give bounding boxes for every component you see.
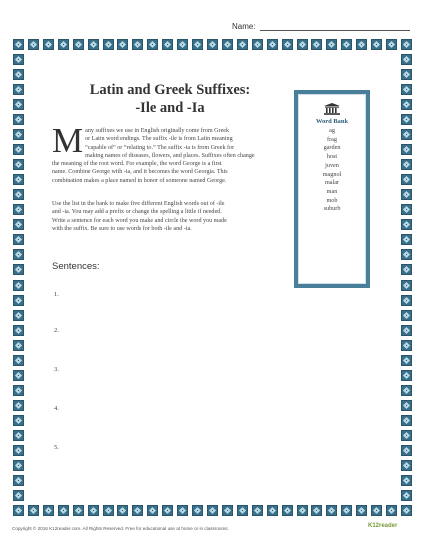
border-tile (192, 39, 203, 50)
border-tile (401, 264, 412, 275)
border-tile (401, 84, 412, 95)
border-tile (13, 189, 24, 200)
copyright-footer: Copyright © 2016 K12reader.com. All Rights Reserved. Free for educational use at home or in classrooms. (12, 526, 229, 531)
intro-line: any suffixes we use in English originally come from Greek (85, 128, 230, 134)
intro-line: name. Combine George with -ia, and it becomes the word Georgia. This (52, 169, 228, 176)
border-tile (13, 475, 24, 486)
border-tile (401, 475, 412, 486)
border-tile (311, 505, 322, 516)
name-label: Name: (232, 22, 256, 31)
border-tile (401, 310, 412, 321)
border-tile (282, 505, 293, 516)
border-tile (13, 99, 24, 110)
sentences-heading: Sentences: (52, 261, 100, 272)
intro-paragraph (52, 121, 290, 185)
intro-line: “capable of” or “relating to.” The suffix -ia is from Greek for (85, 144, 235, 151)
sentence-number: 5. (54, 444, 59, 451)
border-tile (13, 460, 24, 471)
intro-line: making names of diseases, flowers, and places. Suffixes often change (85, 152, 255, 159)
border-tile (103, 39, 114, 50)
title-line-2: -Ile and -Ia (135, 100, 205, 116)
border-tile (13, 385, 24, 396)
word-bank-word: suburb (323, 205, 341, 213)
sentence-number: 2. (54, 327, 59, 334)
border-tile (43, 505, 54, 516)
word-bank-word: malar (324, 179, 340, 187)
sentence-number: 1. (54, 291, 59, 298)
k12reader-logo: K12reader (368, 523, 398, 529)
word-bank-panel (298, 94, 366, 284)
border-tile (401, 144, 412, 155)
border-tile (401, 445, 412, 456)
border-tile (13, 355, 24, 366)
instructions-paragraph (52, 200, 290, 233)
border-tile (103, 505, 114, 516)
border-tile (13, 204, 24, 215)
border-tile (401, 159, 412, 170)
border-tile (162, 39, 173, 50)
border-tile (371, 505, 382, 516)
border-tile (252, 505, 263, 516)
word-bank-word: host (326, 153, 338, 161)
border-tile (207, 39, 218, 50)
border-tile (401, 39, 412, 50)
sentence-number: 3. (54, 366, 59, 373)
instruction-line: with the suffix. Be sure to use words for both -ile and -ia. (52, 225, 192, 232)
border-tile (401, 129, 412, 140)
border-tile (341, 39, 352, 50)
border-tile (13, 490, 24, 501)
border-tile (162, 505, 173, 516)
word-bank-word: magnol (322, 170, 342, 178)
border-tile (13, 505, 24, 516)
border-tile (177, 505, 188, 516)
border-tile (401, 114, 412, 125)
border-tile (297, 39, 308, 50)
border-tile (13, 249, 24, 260)
border-tile (73, 39, 84, 50)
border-tile (311, 39, 322, 50)
border-tile (13, 295, 24, 306)
border-tile (326, 505, 337, 516)
border-tile (401, 415, 412, 426)
border-tile (13, 159, 24, 170)
border-tile (28, 505, 39, 516)
border-tile (192, 505, 203, 516)
border-tile (73, 505, 84, 516)
border-tile (297, 505, 308, 516)
border-tile (401, 99, 412, 110)
intro-line: combination makes a place named in honor of someone named George. (52, 177, 227, 184)
border-tile (386, 505, 397, 516)
border-tile (58, 505, 69, 516)
border-tile (401, 54, 412, 65)
border-tile (401, 295, 412, 306)
border-tile (371, 39, 382, 50)
border-tile (401, 355, 412, 366)
border-tile (147, 505, 158, 516)
border-tile (13, 415, 24, 426)
name-field (232, 22, 410, 31)
word-bank-word: mob (326, 196, 338, 204)
border-tile (13, 400, 24, 411)
border-tile (267, 39, 278, 50)
word-bank-word: frag (327, 135, 337, 143)
border-tile (401, 189, 412, 200)
border-tile (13, 84, 24, 95)
border-tile (13, 430, 24, 441)
word-bank-title: Word Bank (315, 118, 349, 125)
border-tile (386, 39, 397, 50)
border-tile (237, 505, 248, 516)
border-tile (401, 69, 412, 80)
border-tile (252, 39, 263, 50)
border-tile (222, 505, 233, 516)
border-tile (13, 174, 24, 185)
border-tile (401, 234, 412, 245)
border-tile (13, 370, 24, 381)
border-tile (401, 325, 412, 336)
instruction-line: and -ia. You may add a prefix or change the spelling a little if needed. (52, 209, 222, 216)
border-tile (13, 114, 24, 125)
border-tile (401, 385, 412, 396)
word-bank-word: juven (325, 161, 339, 169)
border-tile (13, 264, 24, 275)
border-tile (401, 370, 412, 381)
border-tile (326, 39, 337, 50)
border-tile (28, 39, 39, 50)
border-tile (401, 340, 412, 351)
border-tile (13, 144, 24, 155)
border-tile (13, 54, 24, 65)
border-tile (117, 39, 128, 50)
border-tile (13, 445, 24, 456)
border-tile (401, 505, 412, 516)
border-tile (282, 39, 293, 50)
border-tile (13, 39, 24, 50)
border-tile (88, 39, 99, 50)
instruction-line: Use the list in the bank to make five different English words out of -ile (52, 201, 225, 207)
border-tile (341, 505, 352, 516)
border-tile (356, 39, 367, 50)
border-tile (401, 460, 412, 471)
border-tile (43, 39, 54, 50)
word-bank-box (294, 90, 370, 288)
border-tile (401, 219, 412, 230)
border-tile (88, 505, 99, 516)
border-tile (13, 219, 24, 230)
border-tile (13, 310, 24, 321)
border-tile (401, 430, 412, 441)
border-tile (58, 39, 69, 50)
border-tile (177, 39, 188, 50)
word-bank-word: man (326, 187, 338, 195)
border-tile (13, 234, 24, 245)
border-tile (401, 490, 412, 501)
word-bank-word: garden (323, 144, 341, 152)
border-tile (13, 129, 24, 140)
border-tile (401, 280, 412, 291)
border-tile (237, 39, 248, 50)
border-tile (356, 505, 367, 516)
border-tile (401, 249, 412, 260)
border-tile (13, 69, 24, 80)
title-line-1: Latin and Greek Suffixes: (89, 82, 251, 98)
border-tile (13, 280, 24, 291)
border-tile (267, 505, 278, 516)
border-tile (13, 325, 24, 336)
border-tile (401, 204, 412, 215)
intro-line: the meaning of the root word. For example, the word George is a first (52, 161, 222, 168)
border-tile (207, 505, 218, 516)
dropcap-letter: M (52, 121, 84, 160)
name-line[interactable] (260, 22, 410, 31)
border-tile (117, 505, 128, 516)
border-tile (401, 400, 412, 411)
border-tile (132, 39, 143, 50)
bank-building-icon (323, 103, 341, 115)
border-tile (147, 39, 158, 50)
border-tile (222, 39, 233, 50)
intro-line: or Latin word endings. The suffix -ile is from Latin meaning (85, 136, 233, 143)
sentence-number: 4. (54, 405, 59, 412)
instruction-line: Write a sentence for each word you make and circle the word you made (52, 217, 227, 224)
word-bank-word: ag (329, 127, 335, 134)
border-tile (13, 340, 24, 351)
border-tile (401, 174, 412, 185)
border-tile (132, 505, 143, 516)
